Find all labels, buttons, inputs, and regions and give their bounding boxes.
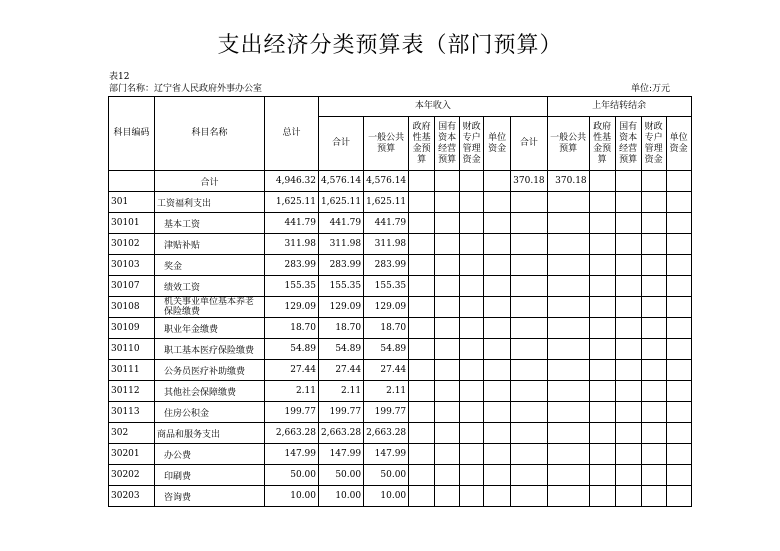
cell-total: 18.70 <box>265 318 319 339</box>
cell-name: 奖金 <box>155 255 265 276</box>
cell-total: 27.44 <box>265 360 319 381</box>
cell-carry-fund <box>589 402 615 423</box>
header-carry-fund: 政府性基金预算 <box>589 117 615 171</box>
cell-unit-funds <box>484 339 511 360</box>
cell-name: 工资福利支出 <box>155 192 265 213</box>
cell-carry-fund <box>589 234 615 255</box>
cell-name: 职业年金缴费 <box>155 318 265 339</box>
cell-carry-heji <box>511 339 548 360</box>
cell-total: 2.11 <box>265 381 319 402</box>
table-row <box>109 192 692 213</box>
cell-carry-state-capital <box>615 381 641 402</box>
cell-general: 54.89 <box>364 339 409 360</box>
cell-carry-fund <box>589 381 615 402</box>
cell-carry-state-capital <box>615 402 641 423</box>
cell-general: 18.70 <box>364 318 409 339</box>
cell-state-capital <box>435 423 460 444</box>
cell-general: 2.11 <box>364 381 409 402</box>
cell-carry-state-capital <box>615 360 641 381</box>
cell-carry-general <box>547 465 589 486</box>
cell-heji: 129.09 <box>319 297 364 318</box>
cell-carry-special <box>641 444 666 465</box>
cell-carry-fund <box>589 192 615 213</box>
table-row <box>109 360 692 381</box>
cell-general: 147.99 <box>364 444 409 465</box>
cell-state-capital <box>435 465 460 486</box>
cell-special <box>460 255 484 276</box>
cell-state-capital <box>435 444 460 465</box>
header-special: 财政专户管理资金 <box>460 117 484 171</box>
cell-state-capital <box>435 234 460 255</box>
cell-general: 1,625.11 <box>364 192 409 213</box>
cell-unit-funds <box>484 234 511 255</box>
cell-carry-special <box>641 213 666 234</box>
cell-special <box>460 381 484 402</box>
cell-carry-special <box>641 402 666 423</box>
cell-name: 职工基本医疗保险缴费 <box>155 339 265 360</box>
cell-state-capital <box>435 213 460 234</box>
cell-name: 其他社会保障缴费 <box>155 381 265 402</box>
cell-heji: 10.00 <box>319 486 364 507</box>
cell-code: 30112 <box>109 381 155 402</box>
cell-heji: 283.99 <box>319 255 364 276</box>
cell-state-capital <box>435 381 460 402</box>
cell-carry-general <box>547 486 589 507</box>
cell-carry-heji: 370.18 <box>511 171 548 192</box>
cell-carry-state-capital <box>615 465 641 486</box>
cell-total: 2,663.28 <box>265 423 319 444</box>
cell-state-capital <box>435 486 460 507</box>
cell-carry-general <box>547 381 589 402</box>
cell-carry-fund <box>589 486 615 507</box>
cell-carry-heji <box>511 360 548 381</box>
cell-carry-heji <box>511 486 548 507</box>
table-number: 表12 <box>109 72 130 82</box>
cell-carry-general <box>547 339 589 360</box>
cell-total: 50.00 <box>265 465 319 486</box>
cell-carry-fund <box>589 360 615 381</box>
cell-carry-general <box>547 213 589 234</box>
table-row <box>109 423 692 444</box>
cell-carry-heji <box>511 423 548 444</box>
cell-special <box>460 360 484 381</box>
cell-code <box>109 171 155 192</box>
table-row <box>109 444 692 465</box>
cell-heji: 4,576.14 <box>319 171 364 192</box>
cell-name: 住房公积金 <box>155 402 265 423</box>
cell-unit-funds <box>484 465 511 486</box>
cell-state-capital <box>435 297 460 318</box>
cell-special <box>460 171 484 192</box>
cell-general: 50.00 <box>364 465 409 486</box>
cell-carry-special <box>641 360 666 381</box>
table-row <box>109 339 692 360</box>
cell-fund <box>409 255 435 276</box>
cell-unit-funds <box>484 423 511 444</box>
cell-fund <box>409 276 435 297</box>
cell-carry-unit <box>666 171 691 192</box>
cell-total: 441.79 <box>265 213 319 234</box>
cell-fund <box>409 360 435 381</box>
cell-total: 199.77 <box>265 402 319 423</box>
cell-fund <box>409 444 435 465</box>
cell-unit-funds <box>484 402 511 423</box>
cell-carry-special <box>641 276 666 297</box>
cell-fund <box>409 234 435 255</box>
cell-heji: 27.44 <box>319 360 364 381</box>
cell-name: 商品和服务支出 <box>155 423 265 444</box>
header-fund: 政府性基金预算 <box>409 117 435 171</box>
cell-carry-general: 370.18 <box>547 171 589 192</box>
cell-special <box>460 297 484 318</box>
cell-special <box>460 276 484 297</box>
cell-general: 4,576.14 <box>364 171 409 192</box>
cell-state-capital <box>435 255 460 276</box>
cell-carry-state-capital <box>615 276 641 297</box>
cell-state-capital <box>435 318 460 339</box>
cell-total: 311.98 <box>265 234 319 255</box>
cell-total: 4,946.32 <box>265 171 319 192</box>
cell-heji: 155.35 <box>319 276 364 297</box>
cell-carry-unit <box>666 339 691 360</box>
cell-carry-general <box>547 276 589 297</box>
cell-carry-heji <box>511 234 548 255</box>
cell-general: 2,663.28 <box>364 423 409 444</box>
header-name: 科目名称 <box>155 97 265 171</box>
cell-code: 30201 <box>109 444 155 465</box>
cell-total: 1,625.11 <box>265 192 319 213</box>
cell-carry-state-capital <box>615 444 641 465</box>
cell-code: 30101 <box>109 213 155 234</box>
cell-name: 机关事业单位基本养老保险缴费 <box>155 297 265 318</box>
cell-fund <box>409 297 435 318</box>
table-row <box>109 486 692 507</box>
cell-special <box>460 444 484 465</box>
cell-fund <box>409 402 435 423</box>
cell-heji: 54.89 <box>319 339 364 360</box>
cell-carry-fund <box>589 339 615 360</box>
cell-carry-heji <box>511 192 548 213</box>
cell-special <box>460 402 484 423</box>
unit-label: 单位:万元 <box>630 84 670 94</box>
cell-special <box>460 423 484 444</box>
cell-carry-state-capital <box>615 297 641 318</box>
table-row <box>109 213 692 234</box>
cell-carry-general <box>547 297 589 318</box>
cell-fund <box>409 192 435 213</box>
cell-general: 441.79 <box>364 213 409 234</box>
cell-name: 办公费 <box>155 444 265 465</box>
cell-general: 311.98 <box>364 234 409 255</box>
cell-carry-special <box>641 234 666 255</box>
cell-carry-general <box>547 192 589 213</box>
cell-carry-fund <box>589 171 615 192</box>
cell-carry-special <box>641 297 666 318</box>
cell-carry-heji <box>511 276 548 297</box>
cell-unit-funds <box>484 318 511 339</box>
budget-table <box>108 96 692 507</box>
cell-total: 155.35 <box>265 276 319 297</box>
header-carry-general: 一般公共预算 <box>547 117 589 171</box>
header-group-carry: 上年结转结余 <box>547 97 691 117</box>
cell-name: 绩效工资 <box>155 276 265 297</box>
cell-carry-heji <box>511 255 548 276</box>
header-state-capital: 国有资本经营预算 <box>435 117 460 171</box>
cell-unit-funds <box>484 297 511 318</box>
cell-name: 公务员医疗补助缴费 <box>155 360 265 381</box>
cell-code: 30113 <box>109 402 155 423</box>
cell-heji: 18.70 <box>319 318 364 339</box>
cell-carry-special <box>641 381 666 402</box>
cell-carry-state-capital <box>615 171 641 192</box>
cell-general: 199.77 <box>364 402 409 423</box>
cell-carry-unit <box>666 276 691 297</box>
cell-state-capital <box>435 339 460 360</box>
cell-special <box>460 213 484 234</box>
cell-carry-special <box>641 486 666 507</box>
table-row <box>109 402 692 423</box>
cell-name: 印刷费 <box>155 465 265 486</box>
cell-unit-funds <box>484 444 511 465</box>
cell-carry-unit <box>666 465 691 486</box>
cell-unit-funds <box>484 381 511 402</box>
cell-special <box>460 339 484 360</box>
cell-general: 27.44 <box>364 360 409 381</box>
header-heji: 合计 <box>319 117 364 171</box>
cell-code: 30107 <box>109 276 155 297</box>
cell-carry-unit <box>666 381 691 402</box>
cell-name: 咨询费 <box>155 486 265 507</box>
cell-carry-fund <box>589 276 615 297</box>
cell-heji: 199.77 <box>319 402 364 423</box>
cell-fund <box>409 423 435 444</box>
cell-carry-unit <box>666 297 691 318</box>
header-carry-state-capital: 国有资本经营预算 <box>615 117 641 171</box>
cell-carry-unit <box>666 360 691 381</box>
cell-heji: 147.99 <box>319 444 364 465</box>
cell-carry-fund <box>589 444 615 465</box>
cell-special <box>460 192 484 213</box>
cell-special <box>460 318 484 339</box>
cell-carry-state-capital <box>615 339 641 360</box>
cell-general: 283.99 <box>364 255 409 276</box>
cell-carry-unit <box>666 423 691 444</box>
cell-code: 30111 <box>109 360 155 381</box>
cell-total: 129.09 <box>265 297 319 318</box>
cell-fund <box>409 318 435 339</box>
cell-carry-general <box>547 360 589 381</box>
header-carry-heji: 合计 <box>511 117 548 171</box>
cell-code: 30110 <box>109 339 155 360</box>
table-row <box>109 276 692 297</box>
cell-carry-state-capital <box>615 318 641 339</box>
cell-total: 54.89 <box>265 339 319 360</box>
cell-carry-fund <box>589 213 615 234</box>
cell-state-capital <box>435 171 460 192</box>
cell-carry-fund <box>589 423 615 444</box>
cell-carry-unit <box>666 318 691 339</box>
cell-carry-fund <box>589 297 615 318</box>
header-carry-special: 财政专户管理资金 <box>641 117 666 171</box>
cell-carry-state-capital <box>615 486 641 507</box>
header-carry-unit: 单位资金 <box>666 117 691 171</box>
table-row <box>109 234 692 255</box>
cell-carry-state-capital <box>615 192 641 213</box>
cell-carry-unit <box>666 192 691 213</box>
cell-fund <box>409 381 435 402</box>
cell-carry-unit <box>666 486 691 507</box>
cell-carry-special <box>641 318 666 339</box>
cell-carry-special <box>641 192 666 213</box>
cell-carry-fund <box>589 465 615 486</box>
cell-unit-funds <box>484 486 511 507</box>
cell-code: 30108 <box>109 297 155 318</box>
cell-state-capital <box>435 192 460 213</box>
cell-state-capital <box>435 276 460 297</box>
cell-heji: 441.79 <box>319 213 364 234</box>
cell-carry-general <box>547 423 589 444</box>
cell-name: 津贴补贴 <box>155 234 265 255</box>
cell-code: 30103 <box>109 255 155 276</box>
cell-carry-general <box>547 255 589 276</box>
cell-code: 30203 <box>109 486 155 507</box>
cell-carry-state-capital <box>615 213 641 234</box>
cell-fund <box>409 465 435 486</box>
cell-carry-state-capital <box>615 255 641 276</box>
header-unit-funds: 单位资金 <box>484 117 511 171</box>
cell-fund <box>409 339 435 360</box>
cell-carry-fund <box>589 318 615 339</box>
cell-unit-funds <box>484 171 511 192</box>
table-row <box>109 381 692 402</box>
header-group-current: 本年收入 <box>319 97 548 117</box>
cell-carry-general <box>547 318 589 339</box>
cell-carry-special <box>641 255 666 276</box>
cell-heji: 2.11 <box>319 381 364 402</box>
cell-code: 301 <box>109 192 155 213</box>
cell-carry-unit <box>666 402 691 423</box>
cell-carry-unit <box>666 213 691 234</box>
cell-unit-funds <box>484 255 511 276</box>
cell-total: 147.99 <box>265 444 319 465</box>
cell-carry-general <box>547 444 589 465</box>
cell-fund <box>409 171 435 192</box>
cell-carry-fund <box>589 255 615 276</box>
cell-code: 30109 <box>109 318 155 339</box>
cell-carry-state-capital <box>615 423 641 444</box>
page-title: 支出经济分类预算表（部门预算） <box>217 33 563 58</box>
cell-fund <box>409 486 435 507</box>
cell-code: 30202 <box>109 465 155 486</box>
cell-carry-state-capital <box>615 234 641 255</box>
cell-name: 基本工资 <box>155 213 265 234</box>
cell-carry-heji <box>511 297 548 318</box>
cell-special <box>460 234 484 255</box>
cell-unit-funds <box>484 276 511 297</box>
cell-code: 30102 <box>109 234 155 255</box>
cell-carry-unit <box>666 234 691 255</box>
cell-state-capital <box>435 360 460 381</box>
header-code: 科目编码 <box>109 97 155 171</box>
cell-general: 129.09 <box>364 297 409 318</box>
cell-state-capital <box>435 402 460 423</box>
cell-carry-special <box>641 171 666 192</box>
header-general: 一般公共预算 <box>364 117 409 171</box>
header-total: 总计 <box>265 97 319 171</box>
cell-total: 10.00 <box>265 486 319 507</box>
cell-carry-special <box>641 423 666 444</box>
cell-carry-heji <box>511 444 548 465</box>
cell-general: 10.00 <box>364 486 409 507</box>
cell-carry-general <box>547 234 589 255</box>
table-row-total <box>109 171 692 192</box>
cell-special <box>460 486 484 507</box>
cell-carry-heji <box>511 318 548 339</box>
cell-unit-funds <box>484 192 511 213</box>
cell-unit-funds <box>484 213 511 234</box>
cell-carry-heji <box>511 381 548 402</box>
cell-unit-funds <box>484 360 511 381</box>
cell-heji: 1,625.11 <box>319 192 364 213</box>
table-row <box>109 255 692 276</box>
cell-special <box>460 465 484 486</box>
cell-heji: 311.98 <box>319 234 364 255</box>
table-row <box>109 318 692 339</box>
cell-code: 302 <box>109 423 155 444</box>
cell-fund <box>409 213 435 234</box>
table-row <box>109 297 692 318</box>
department-name: 部门名称：辽宁省人民政府外事办公室 <box>109 84 263 94</box>
cell-total: 283.99 <box>265 255 319 276</box>
cell-carry-unit <box>666 444 691 465</box>
cell-carry-heji <box>511 402 548 423</box>
table-row <box>109 465 692 486</box>
cell-carry-heji <box>511 465 548 486</box>
cell-carry-heji <box>511 213 548 234</box>
cell-carry-special <box>641 465 666 486</box>
cell-general: 155.35 <box>364 276 409 297</box>
cell-heji: 2,663.28 <box>319 423 364 444</box>
cell-name: 合计 <box>155 171 265 192</box>
cell-heji: 50.00 <box>319 465 364 486</box>
cell-carry-unit <box>666 255 691 276</box>
cell-carry-general <box>547 402 589 423</box>
cell-carry-special <box>641 339 666 360</box>
